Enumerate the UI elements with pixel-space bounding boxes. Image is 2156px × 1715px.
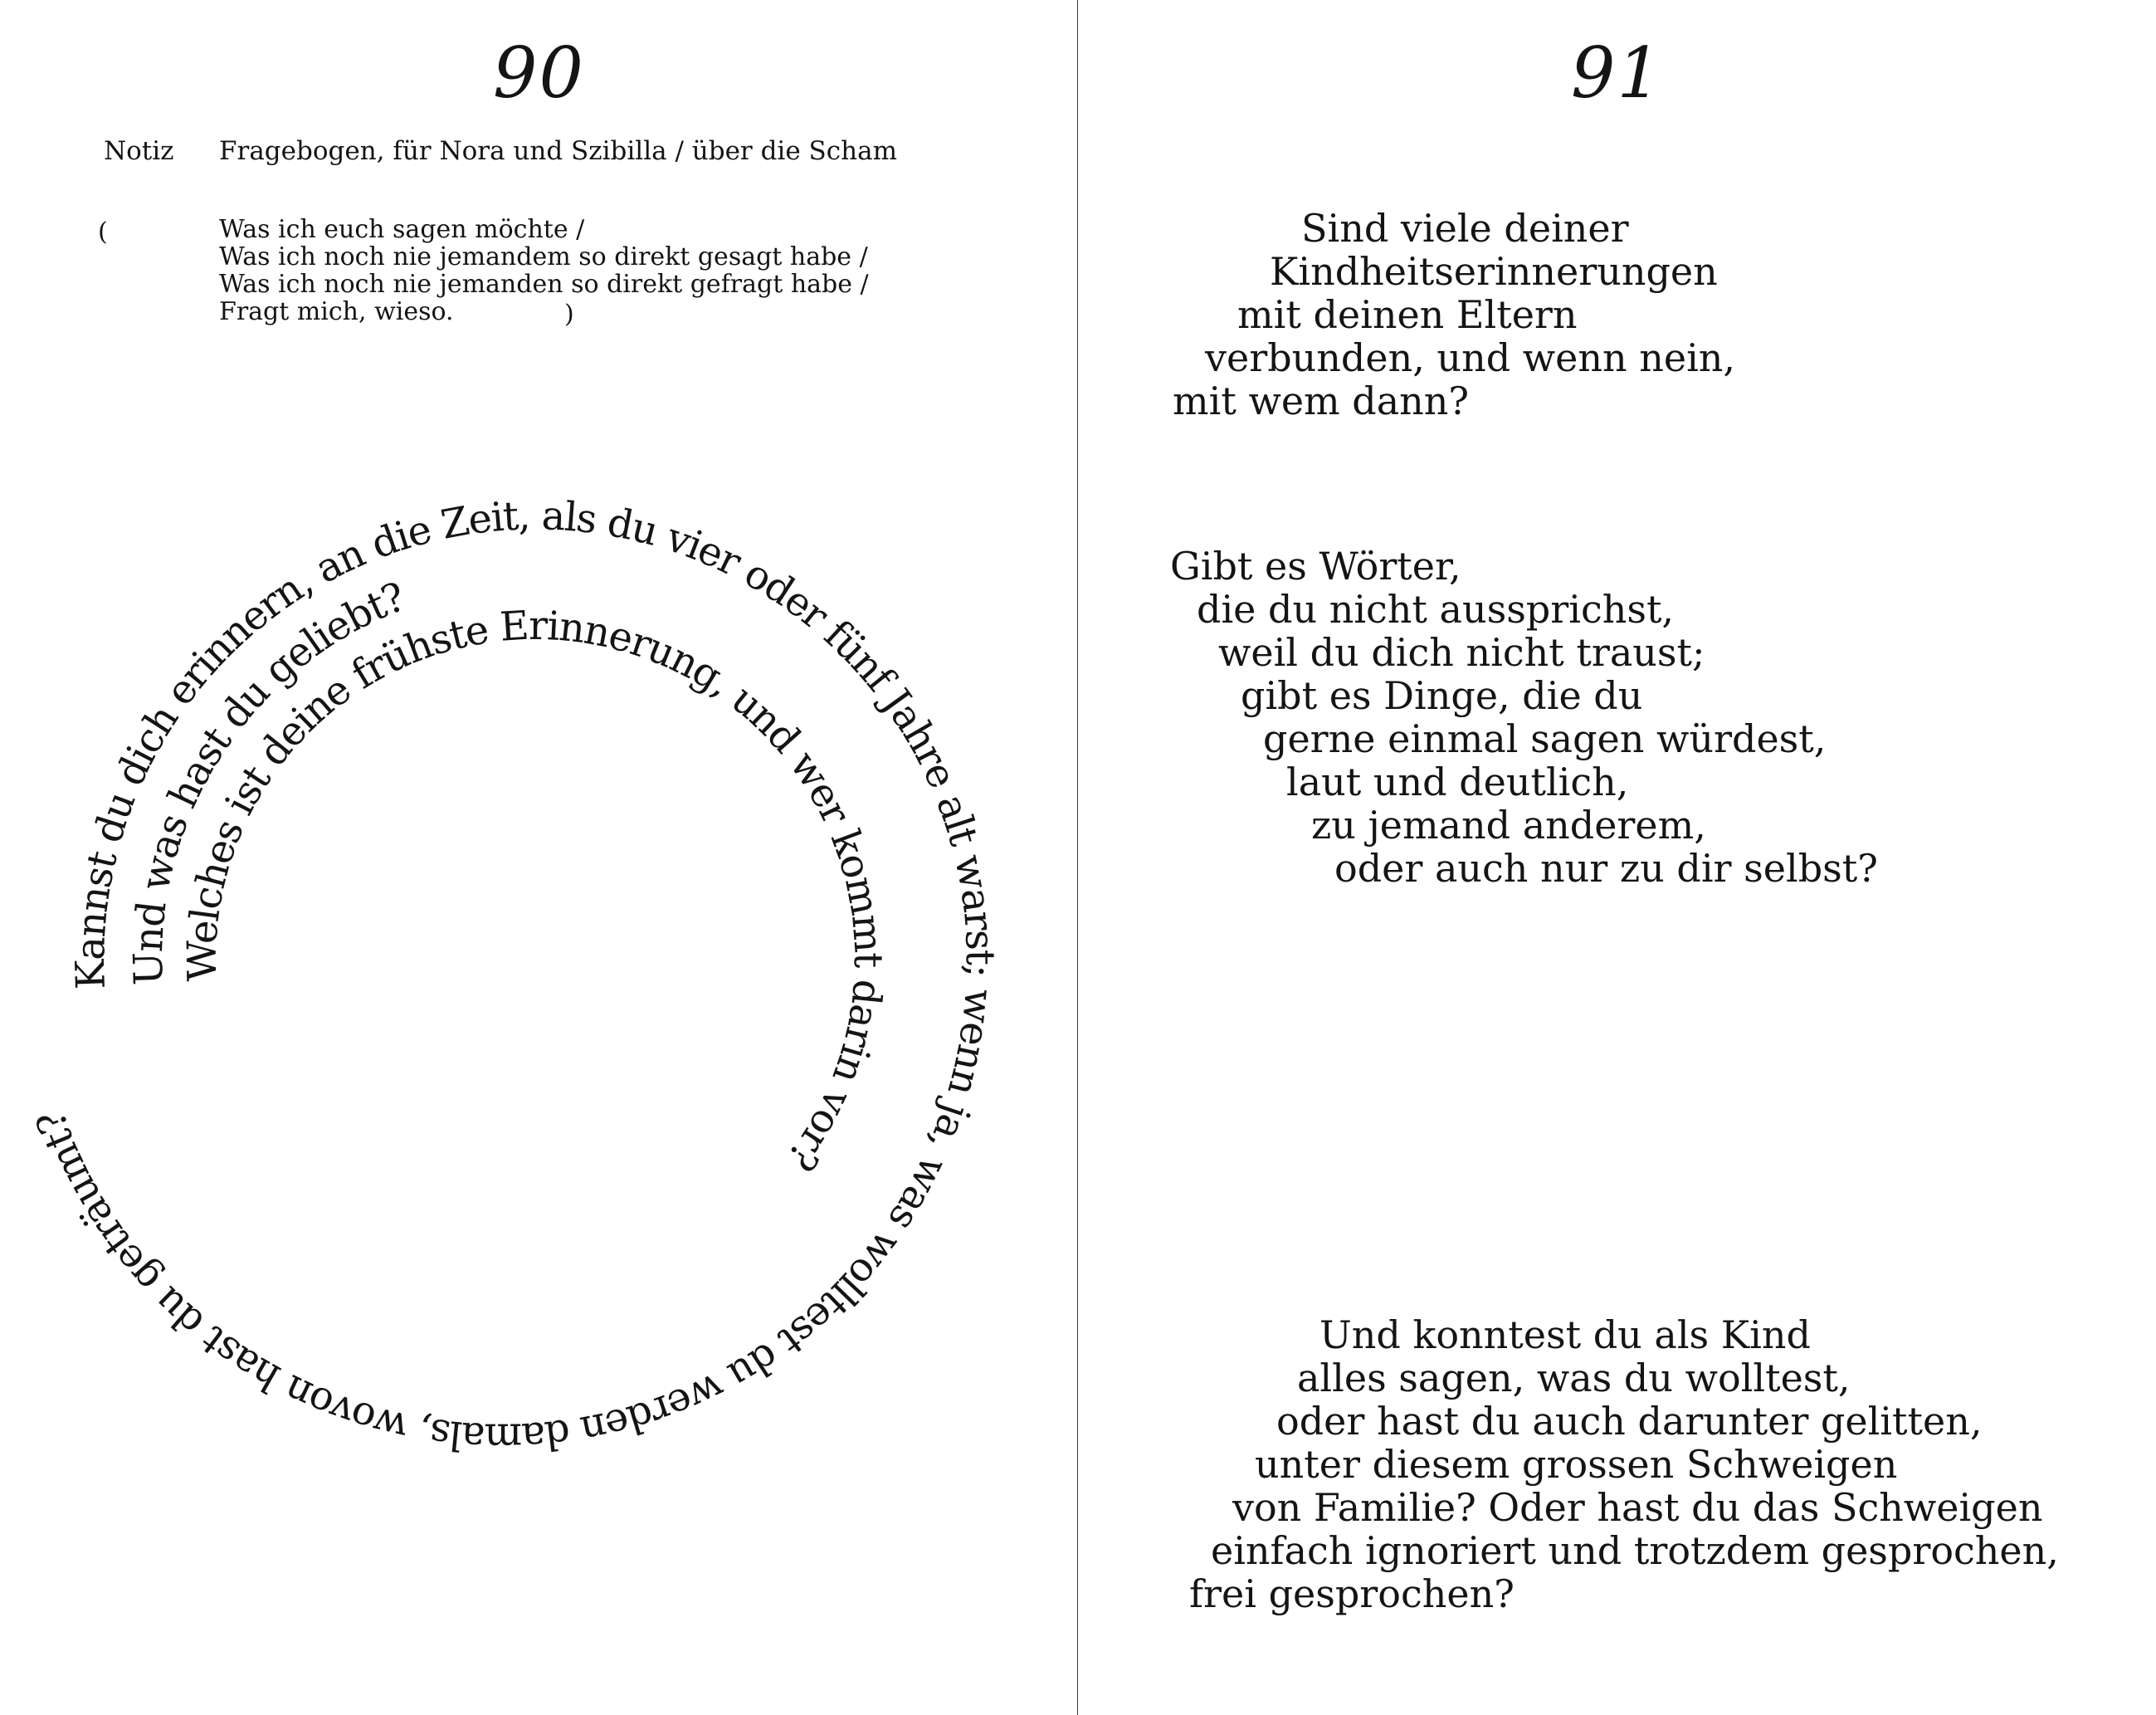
stanza-line: Sind viele deiner xyxy=(1301,206,1629,251)
stanza-line: Und konntest du als Kind xyxy=(1319,1312,1811,1357)
stanza-line: verbunden, und wenn nein, xyxy=(1205,335,1736,380)
stanza-line: von Familie? Oder hast du das Schweigen xyxy=(1232,1485,2043,1530)
paren-line: Fragt mich, wieso. xyxy=(219,297,454,326)
stanza-line: mit wem dann? xyxy=(1173,379,1470,423)
page-number-right: 91 xyxy=(1571,32,1663,114)
stanza-line: alles sagen, was du wolltest, xyxy=(1297,1356,1851,1400)
stanza-line: gibt es Dinge, die du xyxy=(1241,673,1643,718)
paren-line: Was ich noch nie jemanden so direkt gefragt habe / xyxy=(219,270,869,299)
stanza-line: oder hast du auch darunter gelitten, xyxy=(1276,1399,1983,1444)
paren-close: ) xyxy=(564,300,574,329)
stanza-line: oder auch nur zu dir selbst? xyxy=(1334,846,1878,891)
circle-text-middle: Und was hast du geliebt? xyxy=(124,574,412,986)
circle-text-inner: Welches ist deine frühste Erinnerung, und wer kommt darin vor? xyxy=(178,602,892,1179)
stanza-line: Kindheitserinnerungen xyxy=(1270,249,1718,294)
paren-open: ( xyxy=(98,217,108,247)
stanza-line: einfach ignoriert und trotzdem gesprochen, xyxy=(1211,1528,2059,1573)
stanza-childhood-memories xyxy=(1173,207,1735,423)
paren-line: Was ich noch nie jemandem so direkt gesagt habe / xyxy=(219,242,868,271)
stanza-family-silence xyxy=(1189,1313,2059,1615)
stanza-line: mit deinen Eltern xyxy=(1237,292,1578,337)
stanza-line: unter diesem grossen Schweigen xyxy=(1255,1442,1898,1487)
stanza-line: frei gesprochen? xyxy=(1189,1571,1515,1616)
stanza-line: die du nicht aussprichst, xyxy=(1197,587,1675,632)
note-title: Fragebogen, für Nora und Szibilla / über die Scham xyxy=(219,136,897,166)
stanza-line: gerne einmal sagen würdest, xyxy=(1263,716,1827,761)
paren-line: Was ich euch sagen möchte / xyxy=(219,215,585,244)
page-number-left: 90 xyxy=(493,32,585,114)
stanza-line: laut und deutlich, xyxy=(1286,760,1629,804)
page-91 xyxy=(1078,0,2156,1715)
note-label: Notiz xyxy=(104,136,174,166)
stanza-line: Gibt es Wörter, xyxy=(1170,544,1461,589)
stanza-line: zu jemand anderem, xyxy=(1311,803,1706,848)
stanza-line: weil du dich nicht traust; xyxy=(1218,630,1705,675)
circle-text-outer: Kannst du dich erinnern, an die Zeit, als du vier oder fünf Jahre alt warst; wenn ja, was wolltest du werden damals, wovon hast du geträumt? xyxy=(27,492,1003,1461)
stanza-unspoken-words xyxy=(1170,545,1878,890)
